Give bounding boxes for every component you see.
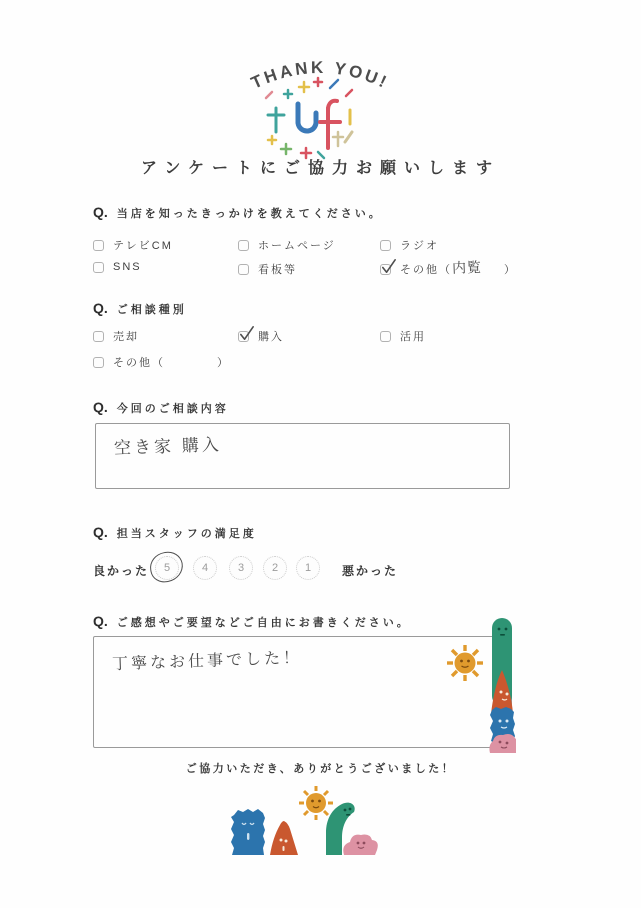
- q3-header: [93, 399, 229, 416]
- q1-label: 当店を知ったきっかけを教えてください。: [116, 208, 383, 220]
- red-house-icon: [270, 821, 298, 855]
- rating-left-label: 良かった: [93, 564, 150, 578]
- footer-thanks-text: ご協力いただき、ありがとうございました！: [185, 763, 456, 775]
- option-label: その他（: [400, 264, 452, 276]
- option-label: 看板等: [258, 264, 297, 276]
- thank-you-logo-icon: [258, 74, 364, 162]
- checkbox-icon: [93, 331, 104, 342]
- checkbox-icon: [93, 240, 104, 251]
- q3-label: 今回のご相談内容: [116, 403, 229, 415]
- hand-drawn-circle-mark: [148, 549, 186, 584]
- checkbox-icon: [238, 240, 249, 251]
- option-label: SNS: [113, 261, 142, 273]
- q2-option-buy: [238, 328, 284, 344]
- mascot-characters-icon: [446, 616, 516, 754]
- option-label-close: ）: [504, 264, 517, 276]
- q2-option-other: [93, 354, 230, 370]
- q2-prefix: Q.: [93, 300, 108, 316]
- handwritten-answer: 内覧: [451, 258, 483, 276]
- q4-header: [93, 524, 257, 541]
- q4-prefix: Q.: [93, 524, 108, 540]
- q2-option-utilize: [380, 328, 426, 344]
- q1-option-tv-cm: [93, 237, 173, 253]
- q4-label: 担当スタッフの満足度: [116, 528, 257, 540]
- q1-option-sns: [93, 261, 142, 273]
- q1-option-radio: [380, 237, 439, 253]
- q5-prefix: Q.: [93, 613, 108, 629]
- page-title: アンケートにご協力お願いします: [140, 160, 501, 177]
- q3-prefix: Q.: [93, 399, 108, 415]
- rating-3: 3: [229, 556, 253, 580]
- pink-blob-icon: [343, 835, 378, 855]
- check-mark-icon: [379, 257, 398, 276]
- q5-handwritten-answer: 丁寧なお仕事でした！: [111, 649, 303, 674]
- rating-right-label: 悪かった: [342, 564, 399, 578]
- option-label: 売却: [113, 331, 139, 343]
- option-label: 購入: [258, 331, 284, 343]
- blue-fuzzy-icon: [231, 809, 265, 855]
- rating-4: 4: [193, 556, 217, 580]
- checkbox-icon: [93, 357, 104, 368]
- arc-text: THANK YOU!: [248, 57, 392, 93]
- q3-handwritten-answer: 空き家 購入: [113, 435, 223, 458]
- rating-5: 5: [155, 556, 179, 580]
- q1-option-other: [380, 258, 517, 277]
- option-label: ホームページ: [258, 240, 336, 252]
- q2-header: [93, 300, 187, 317]
- option-label: その他（ ）: [113, 357, 230, 369]
- option-label: テレビCM: [113, 240, 173, 252]
- checkbox-icon: [380, 240, 391, 251]
- q2-label: ご相談種別: [116, 304, 187, 316]
- option-label: 活用: [400, 331, 426, 343]
- q1-option-homepage: [238, 237, 336, 253]
- checkbox-icon: [238, 331, 249, 342]
- checkbox-icon: [238, 264, 249, 275]
- bottom-mascots-icon: [228, 785, 378, 859]
- q5-label: ご感想やご要望などご自由にお書きください。: [116, 617, 411, 629]
- q1-option-signboard: [238, 261, 297, 277]
- checkbox-icon: [93, 262, 104, 273]
- option-label: ラジオ: [400, 240, 439, 252]
- q1-header: [93, 204, 383, 221]
- rating-2: 2: [263, 556, 287, 580]
- rating-1: 1: [296, 556, 320, 580]
- q5-header: [93, 613, 411, 630]
- q1-prefix: Q.: [93, 204, 108, 220]
- check-mark-icon: [237, 324, 256, 343]
- sun-icon: [299, 786, 333, 820]
- checkbox-icon: [380, 264, 391, 275]
- checkbox-icon: [380, 331, 391, 342]
- q2-option-sell: [93, 328, 139, 344]
